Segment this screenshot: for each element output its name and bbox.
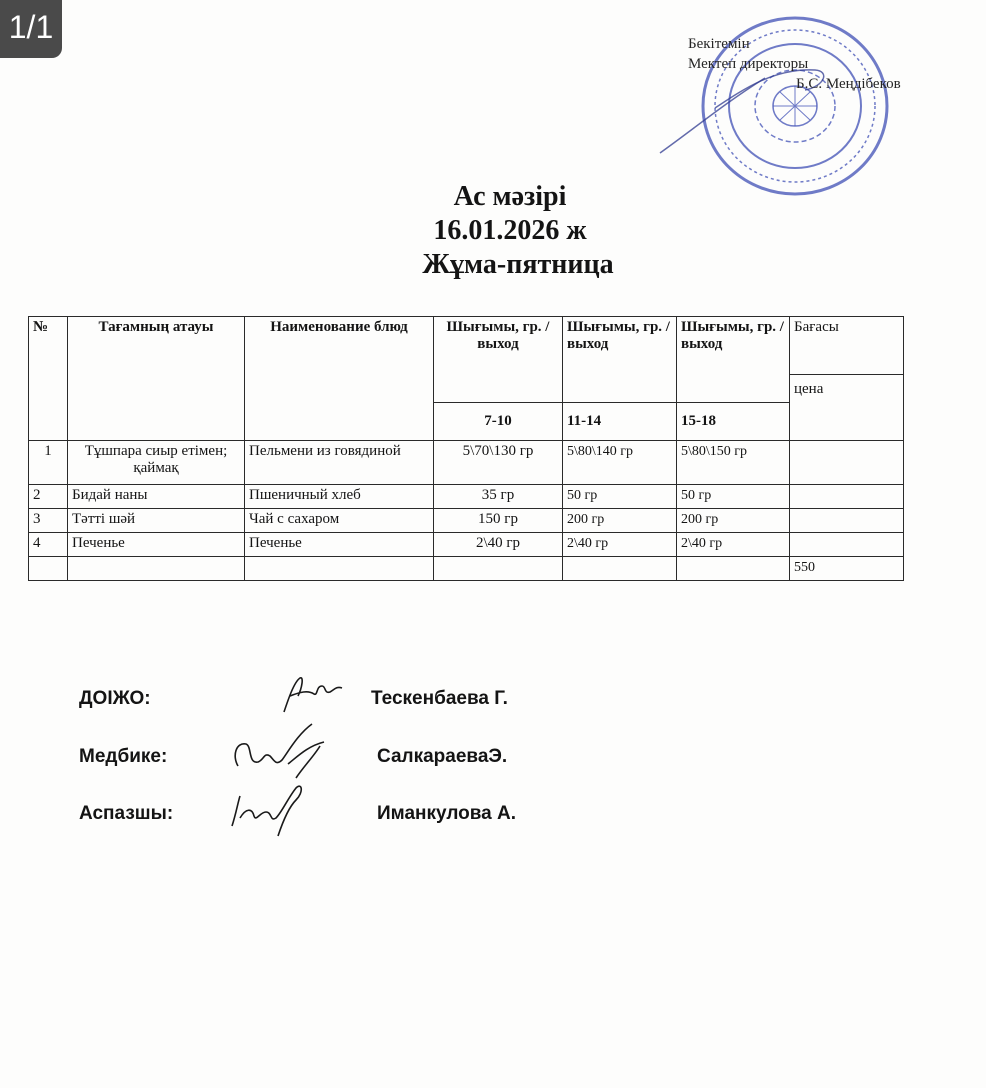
row-dish-name-ru: Чай с сахаром [245, 509, 434, 533]
row-output-7-10: 35 гр [434, 485, 563, 509]
approval-line-director: Б.С. Меңдібеков [796, 76, 901, 92]
page-counter-badge: 1/1 [0, 0, 62, 58]
header-age-11-14: 11-14 [563, 403, 677, 441]
header-dish-name-ru: Наименование блюд [245, 317, 434, 441]
table-row [29, 485, 904, 509]
row-number: 1 [29, 441, 68, 485]
row-output-15-18: 5\80\150 гр [677, 441, 790, 485]
header-output-7-10: Шығымы, гр. / выход [434, 317, 563, 403]
handwritten-signature-3 [224, 778, 320, 840]
signature-name-nutrition: Тескенбаева Г. [371, 688, 508, 709]
header-age-15-18: 15-18 [677, 403, 790, 441]
row-output-15-18: 200 гр [677, 509, 790, 533]
approval-block [688, 34, 901, 94]
row-output-11-14: 200 гр [563, 509, 677, 533]
row-output-11-14: 2\40 гр [563, 533, 677, 557]
header-output-11-14: Шығымы, гр. / выход [563, 317, 677, 403]
header-age-7-10: 7-10 [434, 403, 563, 441]
row-dish-name-kz: Тұшпара сиыр етімен; қаймақ [68, 441, 245, 485]
signature-role-nutrition: ДОІЖО: [79, 688, 151, 709]
signature-role-cook: Аспазшы: [79, 803, 174, 824]
handwritten-signature-1 [280, 672, 350, 718]
table-total-row [29, 557, 904, 581]
row-number: 4 [29, 533, 68, 557]
row-dish-name-kz: Печенье [68, 533, 245, 557]
row-output-7-10: 150 гр [434, 509, 563, 533]
row-output-15-18: 2\40 гр [677, 533, 790, 557]
page-title: Ас мәзірі [453, 181, 567, 212]
row-price [790, 485, 904, 509]
signature-role-nurse: Медбике: [79, 746, 168, 767]
header-output-15-18: Шығымы, гр. / выход [677, 317, 790, 403]
table-row [29, 533, 904, 557]
row-dish-name-ru: Пшеничный хлеб [245, 485, 434, 509]
row-number: 3 [29, 509, 68, 533]
row-price [790, 441, 904, 485]
row-output-11-14: 50 гр [563, 485, 677, 509]
header-number: № [29, 317, 68, 441]
row-dish-name-kz: Тәтті шәй [68, 509, 245, 533]
row-output-15-18: 50 гр [677, 485, 790, 509]
signature-name-nurse: СалкараеваЭ. [377, 746, 508, 767]
row-price [790, 509, 904, 533]
header-dish-name-kz: Тағамның атауы [68, 317, 245, 441]
menu-table [28, 316, 904, 581]
menu-weekday: Жұма-пятница [422, 249, 614, 280]
signature-name-cook: Иманкулова А. [377, 803, 517, 824]
row-output-11-14: 5\80\140 гр [563, 441, 677, 485]
handwritten-signature-2 [228, 716, 352, 782]
table-row [29, 509, 904, 533]
row-number: 2 [29, 485, 68, 509]
approval-line-approved: Бекітемін [688, 36, 750, 52]
page-title-block [0, 180, 986, 282]
row-price [790, 533, 904, 557]
row-output-7-10: 5\70\130 гр [434, 441, 563, 485]
header-price-kz: Бағасы [790, 317, 904, 375]
row-dish-name-kz: Бидай наны [68, 485, 245, 509]
total-price: 550 [790, 557, 904, 581]
table-row [29, 441, 904, 485]
approval-line-position: Мектеп директоры [688, 56, 809, 72]
row-dish-name-ru: Пельмени из говядиной [245, 441, 434, 485]
menu-date: 16.01.2026 ж [433, 215, 587, 246]
row-dish-name-ru: Печенье [245, 533, 434, 557]
header-price-ru: цена [790, 375, 904, 441]
row-output-7-10: 2\40 гр [434, 533, 563, 557]
